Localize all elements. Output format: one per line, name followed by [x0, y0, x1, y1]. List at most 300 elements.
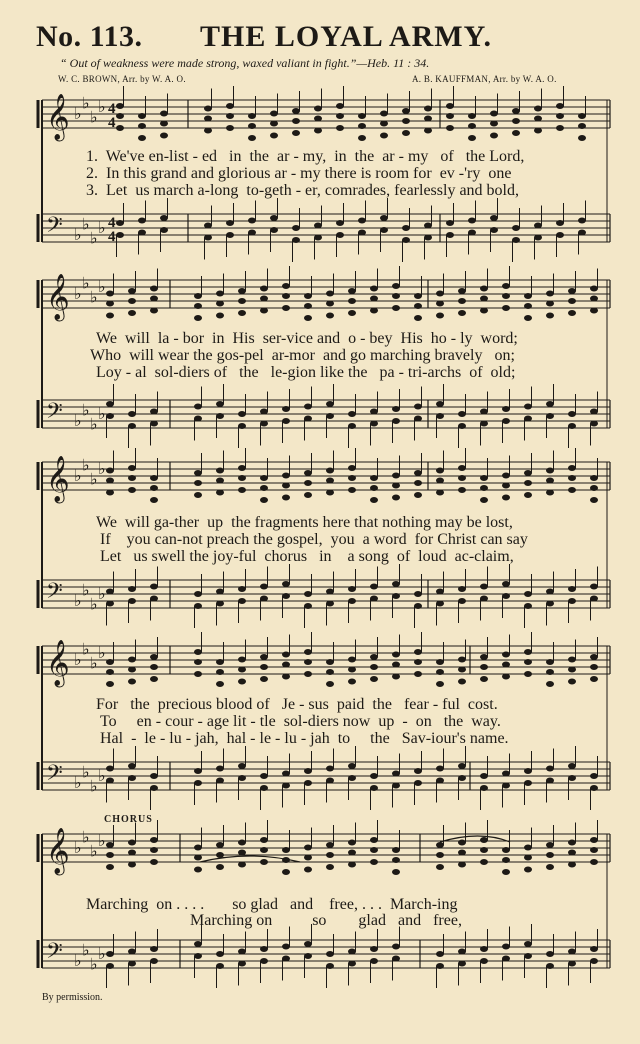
note-head	[458, 288, 466, 294]
note-head	[502, 674, 510, 680]
note-head	[436, 852, 444, 858]
note-head	[392, 662, 400, 668]
note-head	[524, 416, 532, 422]
note-head	[128, 840, 136, 846]
note-head	[480, 596, 488, 602]
note-head	[524, 780, 532, 786]
note-head	[304, 470, 312, 476]
note-head	[480, 296, 488, 302]
note-head	[238, 598, 246, 604]
note-head	[128, 775, 136, 781]
note-head	[348, 475, 356, 481]
note-head	[292, 225, 300, 231]
note-head	[502, 418, 510, 424]
lyric-line: For the precious blood of Je - sus paid the fear - ful cost.	[96, 696, 498, 713]
note-head	[590, 421, 598, 427]
note-head	[590, 785, 598, 791]
note-head	[402, 118, 410, 124]
note-head	[216, 842, 224, 848]
note-head	[106, 766, 114, 772]
note-head	[348, 598, 356, 604]
note-head	[304, 867, 312, 873]
note-head	[248, 135, 256, 141]
note-head	[270, 215, 278, 221]
note-head	[458, 763, 466, 769]
flat-icon: ♭	[98, 766, 106, 785]
bass-clef-icon: 𝄢	[46, 761, 63, 791]
note-head	[304, 303, 312, 309]
note-head	[546, 601, 554, 607]
note-head	[458, 949, 466, 955]
note-head	[282, 652, 290, 658]
note-head	[260, 958, 268, 964]
note-head	[370, 664, 378, 670]
note-head	[524, 845, 532, 851]
note-head	[260, 308, 268, 314]
note-head	[556, 232, 564, 238]
note-head	[304, 768, 312, 774]
note-head	[568, 586, 576, 592]
note-head	[348, 763, 356, 769]
note-head	[436, 963, 444, 969]
note-head	[216, 681, 224, 687]
note-head	[446, 113, 454, 119]
lyric-line: Who will wear the gos-pel ar-mor and go marching bravely on;	[90, 347, 515, 364]
note-head	[458, 310, 466, 316]
permission-note: By permission.	[42, 992, 103, 1003]
note-head	[502, 847, 510, 853]
hymn-number: No. 113.	[36, 20, 143, 53]
note-head	[490, 111, 498, 117]
note-head	[392, 305, 400, 311]
note-head	[160, 121, 168, 127]
note-head	[128, 598, 136, 604]
note-head	[204, 128, 212, 134]
note-head	[568, 775, 576, 781]
note-head	[392, 495, 400, 501]
note-head	[260, 785, 268, 791]
note-head	[260, 847, 268, 853]
note-head	[534, 116, 542, 122]
note-head	[402, 130, 410, 136]
note-head	[524, 480, 532, 486]
note-head	[380, 215, 388, 221]
note-head	[282, 283, 290, 289]
note-head	[436, 301, 444, 307]
note-head	[216, 659, 224, 665]
note-head	[150, 286, 158, 292]
note-head	[216, 852, 224, 858]
note-head	[238, 288, 246, 294]
composer-credit-left: W. C. BROWN, Arr. by W. A. O.	[58, 74, 186, 84]
note-head	[160, 133, 168, 139]
note-head	[436, 669, 444, 675]
note-head	[546, 852, 554, 858]
note-head	[392, 593, 400, 599]
note-head	[260, 584, 268, 590]
note-head	[304, 603, 312, 609]
note-head	[116, 232, 124, 238]
note-head	[392, 783, 400, 789]
flat-icon: ♭	[90, 954, 98, 974]
note-head	[568, 465, 576, 471]
note-head	[392, 771, 400, 777]
note-head	[106, 413, 114, 419]
note-head	[128, 850, 136, 856]
note-head	[380, 133, 388, 139]
note-head	[194, 404, 202, 410]
lyric-line: We will la - bor in His ser-vice and o - bey His ho - ly word;	[96, 330, 518, 347]
note-head	[326, 301, 334, 307]
note-head	[414, 603, 422, 609]
note-head	[414, 293, 422, 299]
note-head	[150, 296, 158, 302]
flat-icon: ♭	[74, 411, 82, 430]
note-head	[238, 423, 246, 429]
note-head	[138, 113, 146, 119]
note-head	[458, 411, 466, 417]
flat-icon: ♭	[74, 773, 82, 792]
note-head	[282, 783, 290, 789]
note-head	[546, 864, 554, 870]
note-head	[358, 123, 366, 129]
note-head	[106, 589, 114, 595]
note-head	[568, 288, 576, 294]
note-head	[546, 778, 554, 784]
note-head	[138, 135, 146, 141]
flat-icon: ♭	[90, 287, 98, 307]
note-head	[568, 850, 576, 856]
note-head	[480, 676, 488, 682]
note-head	[590, 946, 598, 952]
note-head	[590, 584, 598, 590]
note-head	[260, 421, 268, 427]
note-head	[392, 674, 400, 680]
flat-icon: ♭	[90, 414, 98, 434]
note-head	[216, 589, 224, 595]
note-head	[260, 946, 268, 952]
note-head	[568, 598, 576, 604]
note-head	[128, 667, 136, 673]
flat-icon: ♭	[98, 944, 106, 963]
note-head	[326, 778, 334, 784]
note-head	[468, 218, 476, 224]
note-head	[204, 223, 212, 229]
flat-icon: ♭	[82, 639, 90, 659]
note-head	[326, 589, 334, 595]
note-head	[128, 862, 136, 868]
note-head	[216, 963, 224, 969]
note-head	[304, 953, 312, 959]
note-head	[568, 862, 576, 868]
note-head	[392, 652, 400, 658]
time-signature-bottom: 4	[108, 229, 116, 245]
note-head	[304, 404, 312, 410]
note-head	[480, 785, 488, 791]
note-head	[106, 842, 114, 848]
lyric-line: 1. We've en-list - ed in the ar - my, in the ar - my of the Lord,	[86, 148, 525, 165]
note-head	[414, 470, 422, 476]
note-head	[458, 667, 466, 673]
note-head	[106, 963, 114, 969]
note-head	[546, 681, 554, 687]
note-head	[556, 125, 564, 131]
note-head	[590, 773, 598, 779]
note-head	[380, 111, 388, 117]
note-head	[292, 108, 300, 114]
note-head	[326, 601, 334, 607]
note-head	[260, 497, 268, 503]
note-head	[238, 298, 246, 304]
note-head	[336, 125, 344, 131]
note-head	[392, 283, 400, 289]
note-head	[282, 771, 290, 777]
note-head	[128, 465, 136, 471]
note-head	[590, 296, 598, 302]
note-head	[292, 237, 300, 243]
flat-icon: ♭	[74, 466, 82, 485]
note-head	[370, 308, 378, 314]
note-head	[260, 485, 268, 491]
note-head	[436, 291, 444, 297]
note-head	[260, 475, 268, 481]
note-head	[106, 490, 114, 496]
note-head	[248, 123, 256, 129]
note-head	[458, 850, 466, 856]
note-head	[524, 315, 532, 321]
note-head	[370, 475, 378, 481]
note-head	[512, 108, 520, 114]
note-head	[282, 473, 290, 479]
note-head	[458, 298, 466, 304]
note-head	[556, 220, 564, 226]
lyric-line: To en - cour - age lit - tle sol-diers now up - on the way.	[100, 713, 501, 730]
note-head	[304, 941, 312, 947]
note-head	[282, 483, 290, 489]
note-head	[138, 230, 146, 236]
note-head	[106, 681, 114, 687]
note-head	[314, 223, 322, 229]
note-head	[436, 478, 444, 484]
note-head	[326, 669, 334, 675]
note-head	[414, 591, 422, 597]
lyric-line: 3. Let us march a-long to-geth - er, comrades, fearlessly and bold,	[86, 182, 519, 199]
chorus-lyric-soprano: Marching on . . . . so glad and free, . . . March-ing	[86, 896, 458, 913]
note-head	[150, 946, 158, 952]
note-head	[326, 864, 334, 870]
note-head	[348, 850, 356, 856]
lyric-line: If you can-not preach the gospel, you a word for Christ can say	[100, 531, 528, 548]
note-head	[480, 859, 488, 865]
note-head	[204, 235, 212, 241]
note-head	[458, 465, 466, 471]
note-head	[336, 103, 344, 109]
note-head	[568, 298, 576, 304]
note-head	[238, 411, 246, 417]
note-head	[568, 475, 576, 481]
note-head	[150, 847, 158, 853]
note-head	[370, 286, 378, 292]
flat-icon: ♭	[82, 940, 90, 960]
note-head	[238, 667, 246, 673]
note-head	[160, 215, 168, 221]
note-head	[590, 485, 598, 491]
chorus-lyric-bass: Marching on so glad and free,	[190, 912, 462, 929]
note-head	[546, 490, 554, 496]
note-head	[304, 480, 312, 486]
note-head	[282, 674, 290, 680]
note-head	[402, 237, 410, 243]
note-head	[260, 773, 268, 779]
note-head	[248, 230, 256, 236]
note-head	[524, 293, 532, 299]
note-head	[414, 671, 422, 677]
note-head	[458, 862, 466, 868]
note-head	[446, 232, 454, 238]
note-head	[502, 495, 510, 501]
note-head	[502, 581, 510, 587]
note-head	[270, 133, 278, 139]
note-head	[194, 855, 202, 861]
note-head	[348, 862, 356, 868]
flat-icon: ♭	[74, 591, 82, 610]
note-head	[150, 308, 158, 314]
note-head	[194, 768, 202, 774]
note-head	[194, 293, 202, 299]
note-head	[150, 475, 158, 481]
note-head	[458, 961, 466, 967]
note-head	[194, 659, 202, 665]
note-head	[260, 286, 268, 292]
note-head	[480, 946, 488, 952]
flat-icon: ♭	[90, 776, 98, 796]
note-head	[348, 411, 356, 417]
note-head	[524, 671, 532, 677]
note-head	[304, 855, 312, 861]
note-head	[216, 669, 224, 675]
note-head	[436, 951, 444, 957]
note-head	[282, 293, 290, 299]
note-head	[106, 468, 114, 474]
time-signature-bottom: 4	[108, 115, 116, 131]
flat-icon: ♭	[82, 400, 90, 420]
note-head	[216, 468, 224, 474]
composer-credit-right: A. B. KAUFFMAN, Arr. by W. A. O.	[412, 74, 557, 84]
note-head	[568, 487, 576, 493]
note-head	[546, 963, 554, 969]
flat-icon: ♭	[90, 469, 98, 489]
note-head	[326, 490, 334, 496]
note-head	[106, 778, 114, 784]
note-head	[524, 867, 532, 873]
note-head	[578, 218, 586, 224]
note-head	[226, 113, 234, 119]
note-head	[128, 298, 136, 304]
flat-icon: ♭	[82, 762, 90, 782]
note-head	[106, 864, 114, 870]
note-head	[128, 763, 136, 769]
flat-icon: ♭	[90, 653, 98, 673]
note-head	[502, 652, 510, 658]
note-head	[524, 470, 532, 476]
note-head	[568, 667, 576, 673]
note-head	[370, 421, 378, 427]
note-head	[128, 487, 136, 493]
note-head	[314, 235, 322, 241]
note-head	[402, 108, 410, 114]
lyric-line: Let us swell the joy-ful chorus in a song of loud ac-claim,	[100, 548, 514, 565]
flat-icon: ♭	[98, 218, 106, 237]
note-head	[304, 671, 312, 677]
note-head	[106, 951, 114, 957]
note-head	[424, 235, 432, 241]
note-head	[326, 963, 334, 969]
note-head	[414, 780, 422, 786]
note-head	[436, 413, 444, 419]
note-head	[436, 468, 444, 474]
note-head	[282, 847, 290, 853]
note-head	[546, 301, 554, 307]
flat-icon: ♭	[98, 831, 106, 850]
note-head	[238, 949, 246, 955]
note-head	[326, 766, 334, 772]
note-head	[370, 497, 378, 503]
flat-icon: ♭	[98, 584, 106, 603]
note-head	[524, 941, 532, 947]
note-head	[216, 951, 224, 957]
note-head	[326, 478, 334, 484]
note-head	[314, 106, 322, 112]
note-head	[194, 303, 202, 309]
note-head	[106, 659, 114, 665]
note-head	[480, 773, 488, 779]
note-head	[392, 473, 400, 479]
note-head	[502, 283, 510, 289]
note-head	[348, 657, 356, 663]
note-head	[556, 113, 564, 119]
chorus-label: CHORUS	[104, 814, 153, 825]
lyric-line: 2. In this grand and glorious ar - my there is room for ev -'ry one	[86, 165, 512, 182]
note-head	[392, 418, 400, 424]
note-head	[370, 296, 378, 302]
note-head	[304, 780, 312, 786]
note-head	[270, 227, 278, 233]
note-head	[546, 766, 554, 772]
note-head	[568, 763, 576, 769]
note-head	[590, 596, 598, 602]
note-head	[128, 586, 136, 592]
note-head	[248, 113, 256, 119]
note-head	[194, 941, 202, 947]
note-head	[512, 225, 520, 231]
note-head	[216, 291, 224, 297]
flat-icon: ♭	[90, 107, 98, 127]
note-head	[370, 654, 378, 660]
note-head	[392, 406, 400, 412]
note-head	[326, 401, 334, 407]
note-head	[590, 308, 598, 314]
note-head	[238, 775, 246, 781]
note-head	[260, 837, 268, 843]
note-head	[238, 763, 246, 769]
note-head	[480, 847, 488, 853]
flat-icon: ♭	[90, 228, 98, 248]
note-head	[150, 584, 158, 590]
note-head	[194, 671, 202, 677]
note-head	[348, 840, 356, 846]
note-head	[304, 492, 312, 498]
note-head	[524, 855, 532, 861]
